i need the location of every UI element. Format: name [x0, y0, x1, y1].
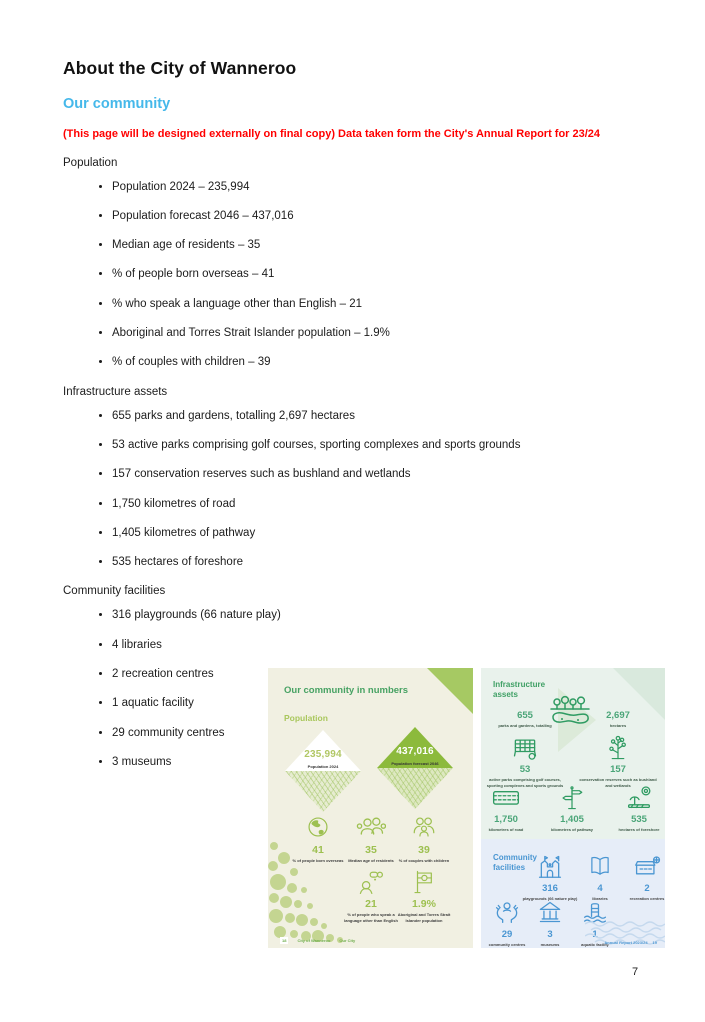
community-facilities-panel — [481, 839, 665, 948]
stat-value: 41 — [312, 844, 324, 856]
stat-label: % of people who speak a language other than English — [344, 912, 398, 924]
stat-value: 2 — [644, 883, 650, 894]
stat-couples-children — [392, 814, 456, 864]
stat-value: 2,697 — [606, 710, 630, 721]
list-item: • 3 museums — [112, 756, 642, 770]
report-brand: City of Wanneroo — [297, 938, 331, 943]
stat-label: conservation reserves such as bushland and wetlands — [579, 777, 657, 789]
infographic-left-panel — [268, 668, 473, 948]
stat-value: 53 — [519, 764, 531, 775]
stat-label: kilometres of road — [488, 827, 524, 832]
signpost-icon — [540, 784, 604, 812]
population-section-label: Population — [284, 713, 328, 723]
list-item: • 4 libraries — [112, 639, 642, 653]
infographic-right-footer — [604, 940, 657, 945]
stat-label: Median age of residents — [348, 858, 394, 863]
population-list — [63, 181, 642, 371]
stat-value: 316 — [542, 883, 558, 894]
list-item: • % of couples with children – 39 — [112, 356, 642, 370]
stat-kilometres-pathway — [540, 784, 604, 833]
report-section: Our City — [339, 938, 356, 943]
infographic-left-footer — [280, 937, 355, 944]
population-forecast-diamond — [377, 727, 453, 809]
corner-triangle-decoration — [427, 668, 473, 714]
goal-icon — [486, 734, 564, 762]
list-heading-community-facilities: Community facilities — [63, 585, 166, 598]
list-item: • % who speak a language other than English – 21 — [112, 298, 642, 312]
list-item: • 316 playgrounds (66 nature play) — [112, 609, 642, 623]
stat-label: % of couples with children — [398, 858, 450, 863]
section-heading-our-community: Our community — [63, 96, 171, 112]
stat-value: 1 — [592, 929, 598, 940]
list-item: • 535 hectares of foreshore — [112, 556, 642, 570]
stat-value: 1.9% — [412, 898, 436, 910]
stat-label: parks and gardens, totalling — [498, 723, 552, 728]
stat-value: 39 — [418, 844, 430, 856]
infrastructure-assets-panel — [481, 668, 665, 839]
stat-conservation-reserves — [579, 734, 657, 789]
list-item: • Population 2024 – 235,994 — [112, 181, 642, 195]
recreation-icon — [615, 853, 665, 881]
stat-aboriginal-population — [392, 868, 456, 924]
infographic-title: Our community in numbers — [284, 685, 409, 696]
page-title: About the City of Wanneroo — [63, 58, 297, 78]
stat-value: 235,994 — [304, 748, 342, 760]
stat-value: 1,405 — [560, 814, 584, 825]
stat-value: 437,016 — [396, 745, 434, 757]
stat-label: libraries — [592, 896, 608, 901]
flag-icon — [392, 868, 456, 896]
list-item: • 655 parks and gardens, totalling 2,697 hectares — [112, 410, 642, 424]
stat-value: 35 — [365, 844, 377, 856]
community-facilities-heading: Community facilities — [493, 853, 537, 873]
list-item: • 1,750 kilometres of road — [112, 498, 642, 512]
list-heading-infrastructure: Infrastructure assets — [63, 385, 168, 398]
report-page-number: 19 — [652, 940, 657, 945]
stat-label: active parks comprising golf courses, sporting complexes and sports grounds — [486, 777, 564, 789]
editorial-note: (This page will be designed externally on final copy) Data taken form the City's Annual Report for 23/24 — [63, 128, 601, 140]
stat-label: kilometres of pathway — [550, 827, 593, 832]
stat-active-parks — [486, 734, 564, 789]
road-icon — [481, 784, 538, 812]
tree-icon — [579, 734, 657, 762]
stat-label: Aboriginal and Torres Strait Islander population — [397, 912, 451, 924]
list-item: • 1,405 kilometres of pathway — [112, 527, 642, 541]
stat-label: % of people born overseas — [292, 858, 344, 863]
bubble-pattern-decoration — [268, 830, 360, 948]
stat-hectares — [586, 708, 650, 729]
list-item: • 29 community centres — [112, 727, 642, 741]
stat-recreation-centres — [615, 853, 665, 902]
stat-label: community centres — [488, 942, 526, 947]
stat-value: 535 — [631, 814, 647, 825]
report-title: Annual Report 2023/24 — [604, 940, 648, 945]
family-icon — [392, 814, 456, 842]
stat-label: aquatic facility — [581, 942, 609, 947]
stat-value: 655 — [517, 710, 533, 721]
stat-label: museums — [540, 942, 560, 947]
list-item: • Aboriginal and Torres Strait Islander population – 1.9% — [112, 327, 642, 341]
list-item: • 157 conservation reserves such as bushland and wetlands — [112, 468, 642, 482]
stat-value: 157 — [610, 764, 626, 775]
list-item: • Median age of residents – 35 — [112, 239, 642, 253]
list-item: • 1 aquatic facility — [112, 697, 642, 711]
stat-value: 3 — [547, 929, 553, 940]
stat-label: hectares — [609, 723, 627, 728]
stat-value: 1,750 — [494, 814, 518, 825]
stat-value: 4 — [597, 883, 603, 894]
stat-label: recreation centres — [629, 896, 665, 901]
population-2024-diamond — [285, 730, 361, 812]
stat-kilometres-road — [481, 784, 538, 833]
page-number: 7 — [632, 966, 639, 978]
list-item: • % of people born overseas – 41 — [112, 268, 642, 282]
stat-label: Population forecast 2046 — [391, 760, 439, 766]
list-item: • Population forecast 2046 – 437,016 — [112, 210, 642, 224]
stat-value: 29 — [501, 929, 513, 940]
infrastructure-list — [63, 410, 642, 570]
stat-label: playgrounds (66 nature play) — [522, 896, 578, 901]
stat-label: Population 2024 — [307, 763, 339, 769]
stat-label: hectares of foreshore — [618, 827, 660, 832]
list-heading-population: Population — [63, 156, 118, 169]
stat-hectares-foreshore — [607, 784, 665, 833]
foreshore-icon — [607, 784, 665, 812]
report-page-number: 18 — [282, 938, 287, 943]
list-item: • 53 active parks comprising golf courses, sporting complexes and sports grounds — [112, 439, 642, 453]
list-item: • 2 recreation centres — [112, 668, 642, 682]
stat-value: 21 — [365, 898, 377, 910]
community-in-numbers-infographic — [268, 668, 665, 948]
infrastructure-assets-heading: Infrastructure assets — [493, 680, 546, 700]
